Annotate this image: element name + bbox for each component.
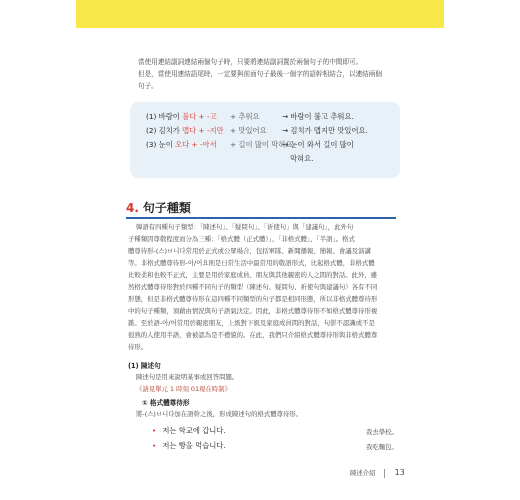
subsection-heading: (1) 陳述句 bbox=[128, 362, 161, 370]
top-color-band bbox=[76, 0, 444, 28]
intro-line-2: 但是，當使用連結語尾時，一定要與前面句子最後一個字的語幹相結合，以連結兩個 bbox=[138, 70, 382, 78]
body-line-7: 形態，但是非格式體尊待形在這四種不同類型的句子都是相同形態，所以非格式體尊待形 bbox=[128, 295, 378, 303]
example-2-source: (2) 김치가 맵다 + -지만 bbox=[146, 126, 224, 135]
example-3-source: (3) 눈이 오다 + -아서 bbox=[146, 140, 217, 149]
reference-note: 《請見單元 1 時刻 01現在時制》 bbox=[136, 385, 231, 393]
example-2-result: → 김치가 맵지만 맛있어요. bbox=[282, 126, 368, 135]
example-sentence-1: • 저는 학교에 갑니다. bbox=[152, 426, 226, 435]
example-2-add: + 맛있어요 bbox=[230, 126, 267, 135]
body-line-10: 很熟的人使用半語，會被認為是不禮貌的。在此，我們只介紹格式體尊待形與非格式體尊 bbox=[128, 331, 378, 339]
example-1-add: + 추워요 bbox=[230, 112, 260, 121]
footer-separator bbox=[384, 469, 385, 478]
body-line-3: 體尊待形-(스)ㅂ니다常用於正式或公眾場合，包括軍隊、新聞播報、簡報、會議及演講 bbox=[128, 247, 371, 255]
page-footer bbox=[350, 468, 405, 478]
example-box bbox=[130, 102, 400, 178]
intro-line-3: 句子。 bbox=[138, 82, 158, 90]
example-sentence-2: • 저는 빵을 먹습니다. bbox=[152, 441, 226, 450]
example-3-add: + 길이 많이 막혀요 bbox=[230, 140, 293, 149]
body-line-5: 比較柔和也較不正式，主要是用於家庭成員、朋友與其他親密的人之間的對話。此外，雖 bbox=[128, 271, 378, 279]
subsection-description: 陳述句是用來說明某事或回答問題。 bbox=[136, 373, 239, 381]
body-line-8: 中的句子種類，須藉由情況與句子語氣決定。因此，非格式體尊待形不如格式體尊待形複 bbox=[128, 307, 378, 315]
body-line-6: 然格式體尊待形對於四種不同句子的類型（陳述句、疑問句、祈使句與建議句）各有不同 bbox=[128, 283, 378, 291]
body-line-4: 等。非格式體尊待形-아/어요則是日常生活中最常用的敬語形式，比起格式體，非格式體 bbox=[128, 259, 375, 267]
subsubsection-description: 將-(스)ㅂ니다加在語幹之後，形成陳述句的格式體尊待形。 bbox=[136, 410, 303, 418]
example-translation-1: 我去學校。 bbox=[366, 428, 398, 436]
example-3-result: → 눈이 와서 길이 많이 bbox=[282, 140, 354, 149]
subsubsection-heading: ① 格式體尊待形 bbox=[142, 399, 190, 407]
section-divider bbox=[126, 217, 396, 219]
intro-line-1: 當使用連結副詞連結兩個句子時，只要將連結副詞置於兩個句子的中間即可。 bbox=[138, 58, 363, 66]
section-title: 4. 句子種類 bbox=[126, 201, 191, 215]
page-number: 13 bbox=[394, 468, 405, 477]
example-1-result: → 바람이 불고 추워요. bbox=[282, 112, 354, 121]
example-1-source: (1) 바람이 불다 + -고 bbox=[146, 112, 217, 121]
footer-chapter: 陳述介紹 bbox=[350, 469, 376, 477]
body-line-9: 雜。至於語-아/어常用於親密朋友，上級對下級及家庭成員間的對話，句影不認識或不是 bbox=[128, 319, 375, 327]
example-3-result-cont: 막혀요. bbox=[290, 154, 314, 163]
body-line-11: 待形。 bbox=[128, 343, 148, 351]
body-line-1: 韓語有四種句子類型：「陳述句」、「疑問句」、「祈使句」與「建議句」，此外句 bbox=[136, 223, 354, 231]
body-line-2: 子種類因尊敬程度而分為三種：「格式體（正式體）」、「非格式體」、「半語」。格式 bbox=[128, 235, 355, 243]
example-translation-2: 我吃麵包。 bbox=[366, 443, 398, 451]
